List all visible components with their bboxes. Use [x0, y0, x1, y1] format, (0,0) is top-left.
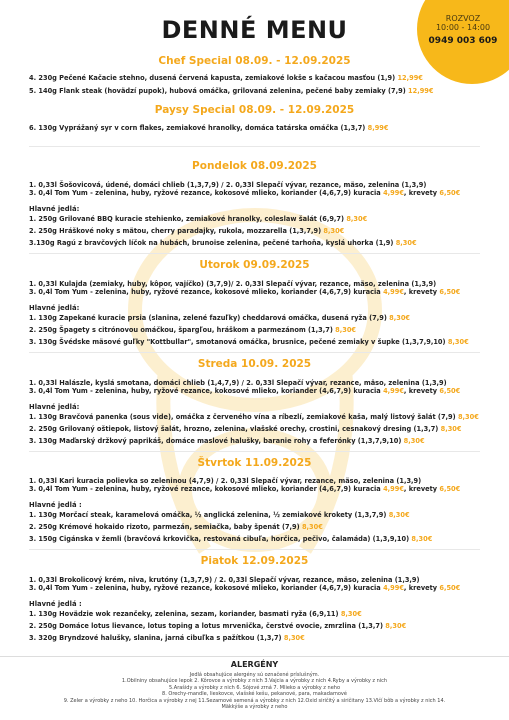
main-dish: 1. 250g Grilované BBQ kuracie stehienko, zemiakové hranolky, coleslaw šalát (6,9,7) 8,30€	[29, 215, 368, 223]
mains-label: Hlavné jedlá :	[29, 501, 82, 509]
soup-line: 1. 0,33l Kari kuracia polievka so zeleninou (4,7,9) / 2. 0,33l Slepačí vývar, rezance, mäso, zelenina (1,3,9)	[29, 477, 422, 485]
mains-label: Hlavné jedlá:	[29, 205, 80, 213]
main-dish: 3.130g Ragú z bravčových líčok na hubách, brunoise zelenina, pečené tarhoňa, kyslá uhorka (1,9) 8,30€	[29, 239, 417, 247]
allergen-line: 8. Orechy-mandle, lieskovce, vlašské kešu, pekanové, para, makadamové	[162, 691, 347, 698]
main-dish: 2. 250g Grilovaný oštiepok, listový šalát, hrozno, zelenina, vlašské orechy, crostini, cesnakový dresing (1,3,7) 8,30€	[29, 425, 462, 433]
soup-line: 1. 0,33l Brokolicový krém, niva, krutóny (1,3,7,9) / 2. 0,33l Slepačí vývar, rezance, mäso, zelenina (1,3,9)	[29, 576, 420, 584]
day-heading-thursday: Štvrtok 11.09.2025	[197, 457, 312, 469]
main-dish: 1. 130g Zapekané kuracie prsia (slanina, zelené fazuľky) cheddarová omáčka, dusená ryža (7,9) 8,30€	[29, 314, 410, 322]
day-heading-wednesday: Streda 10.09. 2025	[197, 358, 312, 370]
delivery-hours: 10:00 - 14:00	[435, 23, 491, 32]
page-title: DENNÉ MENU	[161, 16, 348, 44]
delivery-phone[interactable]: 0949 003 609	[428, 36, 498, 46]
paysy-special-heading: Paysy Special 08.09. - 12.09.2025	[154, 104, 355, 116]
chef-item: 5. 140g Flank steak (hovädzí pupok), hubová omáčka, grilovaná zelenina, pečené baby zemiaky (7,9) 12,99€	[29, 87, 434, 95]
soup-line: 3. 0,4l Tom Yum - zelenina, huby, ryžové rezance, kokosové mlieko, koriander (4,6,7,9) kuracia 4,99€, krevety 6,50€	[29, 387, 461, 395]
delivery-label: ROZVOZ	[445, 14, 481, 23]
day-heading-friday: Piatok 12.09.2025	[200, 555, 309, 567]
main-dish: 3. 130g Švédske mäsové guľky "Kottbullar", smotanová omáčka, brusnice, pečené zemiaky v šupke (1,3,7,9,10) 8,30€	[29, 338, 469, 346]
soup-line: 3. 0,4l Tom Yum - zelenina, huby, ryžové rezance, kokosové mlieko, koriander (4,6,7,9) kuracia 4,99€, krevety 6,50€	[29, 189, 461, 197]
allergen-line: 9. Zeler a výrobky z neho 10. Horčica a výrobky z nej 11.Sezamové semená a výrobky z nich 12.Oxid siričitý a siričitany 13.Vlčí bôb a výrobky z nich 14. Mäkkýše a výrobky z neho	[63, 697, 446, 711]
divider	[29, 146, 480, 147]
soup-line: 1. 0,33l Kulajda (zemiaky, huby, kôpor, vajíčko) (3,7,9)/ 2. 0,33l Slepačí vývar, rezance, mäso, zelenina (1,3,9)	[29, 280, 437, 288]
divider	[29, 352, 480, 353]
soup-line: 3. 0,4l Tom Yum - zelenina, huby, ryžové rezance, kokosové mlieko, koriander (4,6,7,9) kuracia 4,99€, krevety 6,50€	[29, 288, 461, 296]
divider	[29, 549, 480, 550]
allergen-line: Jedlá obsahujúce alergény sú označené príslušným.	[189, 672, 320, 678]
soup-line: 1. 0,33l Šošovicová, údené, domáci chlieb (1,3,7,9) / 2. 0,33l Slepačí vývar, rezance, mäso, zelenina (1,3,9)	[29, 181, 427, 189]
allergen-line: 1.Obilniny obsahujúce lepok 2. Kôrovce a výrobky z nich 3.Vajcia a výrobky z nich 4.Ryby a výrobky z nich	[121, 678, 388, 685]
soup-line: 3. 0,4l Tom Yum - zelenina, huby, ryžové rezance, kokosové mlieko, koriander (4,6,7,9) kuracia 4,99€, krevety 6,50€	[29, 584, 461, 592]
day-heading-tuesday: Utorok 09.09.2025	[199, 259, 310, 271]
main-dish: 1. 130g Bravčová panenka (sous vide), omáčka z červeného vína a ríbezlí, zemiakové kaša, malý listový šalát (7,9) 8,30€	[29, 413, 479, 421]
divider	[29, 253, 480, 254]
chef-item: 4. 230g Pečené Kačacie stehno, dusená červená kapusta, zemiakové lokše s kačacou masťou (1,9) 12,99€	[29, 74, 423, 82]
main-dish: 3. 130g Maďarský držkový paprikáš, domáce maslové halušky, baranie rohy a feferónky (1,3,7,9,10) 8,30€	[29, 437, 425, 445]
chef-special-heading: Chef Special 08.09. - 12.09.2025	[158, 55, 351, 67]
main-dish: 2. 250g Krémové hokaido rizoto, parmezán, semiačka, baby špenát (7,9) 8,30€	[29, 523, 323, 531]
mains-label: Hlavné jedlá:	[29, 304, 80, 312]
paysy-item: 6. 130g Vyprážaný syr v corn flakes, zemiakové hranolky, domáca tatárska omáčka (1,3,7) 8,99€	[29, 124, 389, 132]
allergen-list	[60, 672, 449, 710]
main-dish: 3. 320g Bryndzové halušky, slanina, jarná cibuľka s pažítkou (1,3,7) 8,30€	[29, 634, 305, 642]
main-dish: 2. 250g Špagety s citrónovou omáčkou, špargľou, hráškom a parmezánom (1,3,7) 8,30€	[29, 326, 356, 334]
soup-line: 1. 0,33l Halászle, kyslá smotana, domáci chlieb (1,4,7,9) / 2. 0,33l Slepačí vývar, rezance, mäso, zelenina (1,3,9)	[29, 379, 447, 387]
main-dish: 2. 250g Hráškové noky s mätou, cherry paradajky, rukola, mozzarella (1,3,7,9) 8,30€	[29, 227, 345, 235]
mains-label: Hlavné jedlá:	[29, 403, 80, 411]
main-dish: 1. 130g Hovädzie wok rezančeky, zelenina, sezam, koriander, basmati ryža (6,9,11) 8,30€	[29, 610, 362, 618]
allergen-line: 5.Arašidy a výrobky z nich 6. Sójové zrná 7. Mlieko a výrobky z neho	[169, 684, 340, 691]
day-heading-monday: Pondelok 08.09.2025	[192, 160, 317, 172]
allergen-title: ALERGÉNY	[230, 660, 279, 669]
main-dish: 1. 130g Morčací steak, karamelová omáčka, ½ anglická zelenina, ½ zemiakové krokety (1,3,7,9) 8,30€	[29, 511, 410, 519]
divider	[29, 451, 480, 452]
main-dish: 2. 250g Domáce lotus lievance, lotus toping a lotus mrvenička, čerstvé ovocie, zmrzlina (1,3,7) 8,30€	[29, 622, 407, 630]
soup-line: 3. 0,4l Tom Yum - zelenina, huby, ryžové rezance, kokosové mlieko, koriander (4,6,7,9) kuracia 4,99€, krevety 6,50€	[29, 485, 461, 493]
main-dish: 3. 150g Cigánska v žemli (bravčová krkovička, restovaná cibuľa, horčica, pečivo, čalamáda) (1,3,9,10) 8,30€	[29, 535, 433, 543]
mains-label: Hlavné jedlá :	[29, 600, 82, 608]
